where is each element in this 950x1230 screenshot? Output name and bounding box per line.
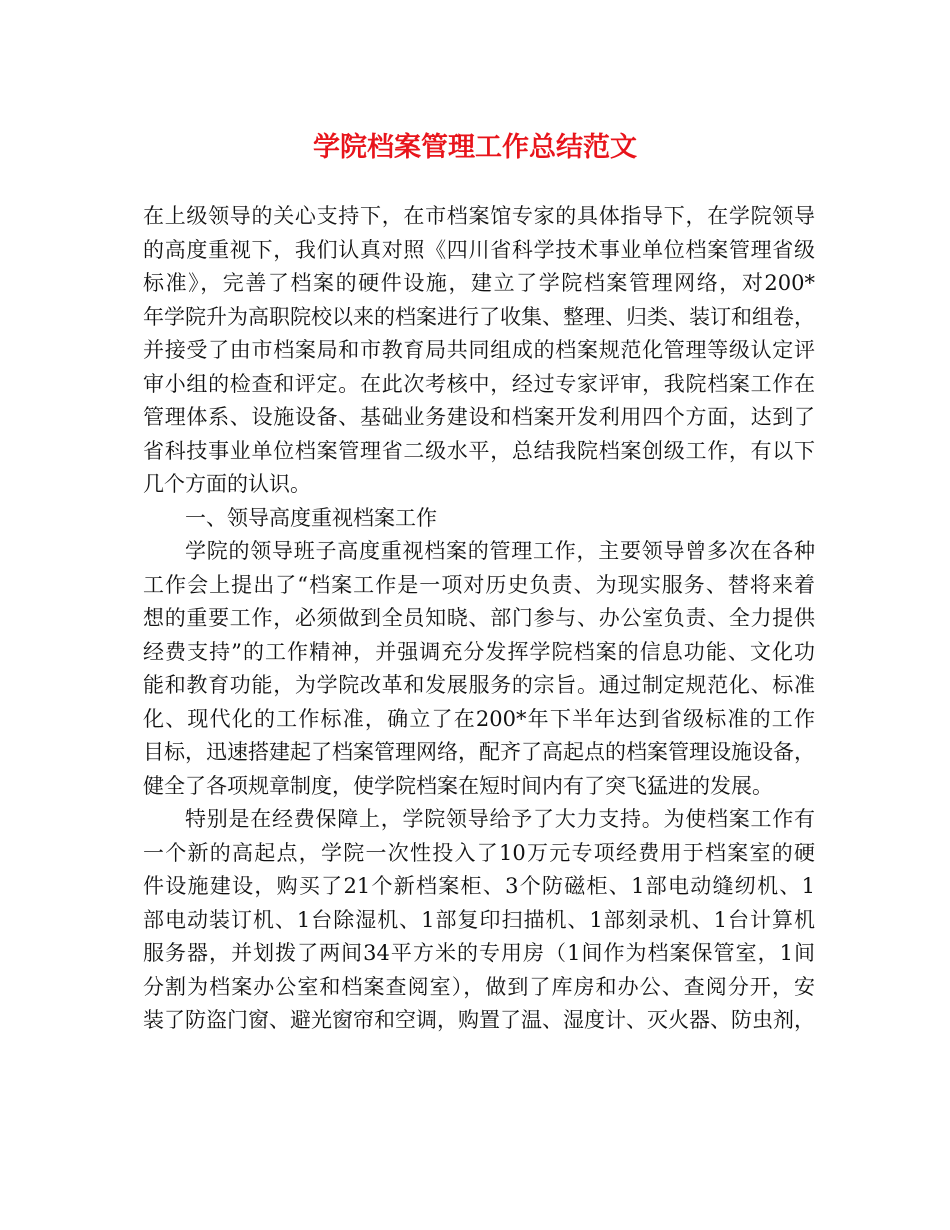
text-line: 经费支持”的工作精神，并强调充分发挥学院档案的信息功能、文化功 bbox=[143, 639, 815, 664]
document-title: 学院档案管理工作总结范文 bbox=[313, 132, 637, 163]
text-line: 工作会上提出了“档案工作是一项对历史负责、为现实服务、替将来着 bbox=[143, 572, 815, 597]
text-line: 想的重要工作，必须做到全员知晓、部门参与、办公室负责、全力提供 bbox=[143, 606, 815, 630]
text-line: 件设施建设，购买了21个新档案柜、3个防磁柜、1部电动缝纫机、1 bbox=[143, 874, 815, 898]
text-line: 省科技事业单位档案管理省二级水平，总结我院档案创级工作，有以下 bbox=[143, 438, 815, 463]
text-line: 的高度重视下，我们认真对照《四川省科学技术事业单位档案管理省级 bbox=[143, 237, 815, 262]
text-line: 在上级领导的关心支持下，在市档案馆专家的具体指导下，在学院领导 bbox=[143, 204, 815, 228]
text-line: 一、领导高度重视档案工作 bbox=[185, 505, 437, 530]
text-line: 管理体系、设施设备、基础业务建设和档案开发利用四个方面，达到了 bbox=[143, 405, 815, 429]
text-line: 化、现代化的工作标准，确立了在200*年下半年达到省级标准的工作 bbox=[143, 706, 815, 731]
text-line: 审小组的检查和评定。在此次考核中，经过专家评审，我院档案工作在 bbox=[143, 371, 815, 396]
text-line: 装了防盗门窗、避光窗帘和空调，购置了温、湿度计、灭火器、防虫剂， bbox=[143, 1008, 815, 1032]
text-line: 健全了各项规章制度，使学院档案在短时间内有了突飞猛进的发展。 bbox=[143, 773, 773, 798]
text-line: 年学院升为高职院校以来的档案进行了收集、整理、归类、装订和组卷， bbox=[143, 304, 815, 329]
text-line: 服务器，并划拨了两间34平方米的专用房（1间作为档案保管室，1间 bbox=[143, 941, 815, 965]
text-line: 分割为档案办公室和档案查阅室），做到了库房和办公、查阅分开，安 bbox=[143, 974, 815, 999]
text-line: 几个方面的认识。 bbox=[143, 472, 311, 496]
text-line: 标准》，完善了档案的硬件设施，建立了学院档案管理网络，对200* bbox=[143, 271, 815, 295]
text-line: 目标，迅速搭建起了档案管理网络，配齐了高起点的档案管理设施设备， bbox=[143, 740, 815, 764]
text-line: 部电动装订机、1台除湿机、1部复印扫描机、1部刻录机、1台计算机 bbox=[143, 907, 815, 932]
text-line: 特别是在经费保障上，学院领导给予了大力支持。为使档案工作有 bbox=[185, 807, 815, 831]
text-line: 学院的领导班子高度重视档案的管理工作，主要领导曾多次在各种 bbox=[185, 539, 815, 563]
text-line: 能和教育功能，为学院改革和发展服务的宗旨。通过制定规范化、标准 bbox=[143, 673, 815, 697]
document-body bbox=[143, 200, 815, 1038]
text-line: 一个新的高起点，学院一次性投入了10万元专项经费用于档案室的硬 bbox=[143, 840, 815, 865]
text-line: 并接受了由市档案局和市教育局共同组成的档案规范化管理等级认定评 bbox=[143, 338, 815, 362]
